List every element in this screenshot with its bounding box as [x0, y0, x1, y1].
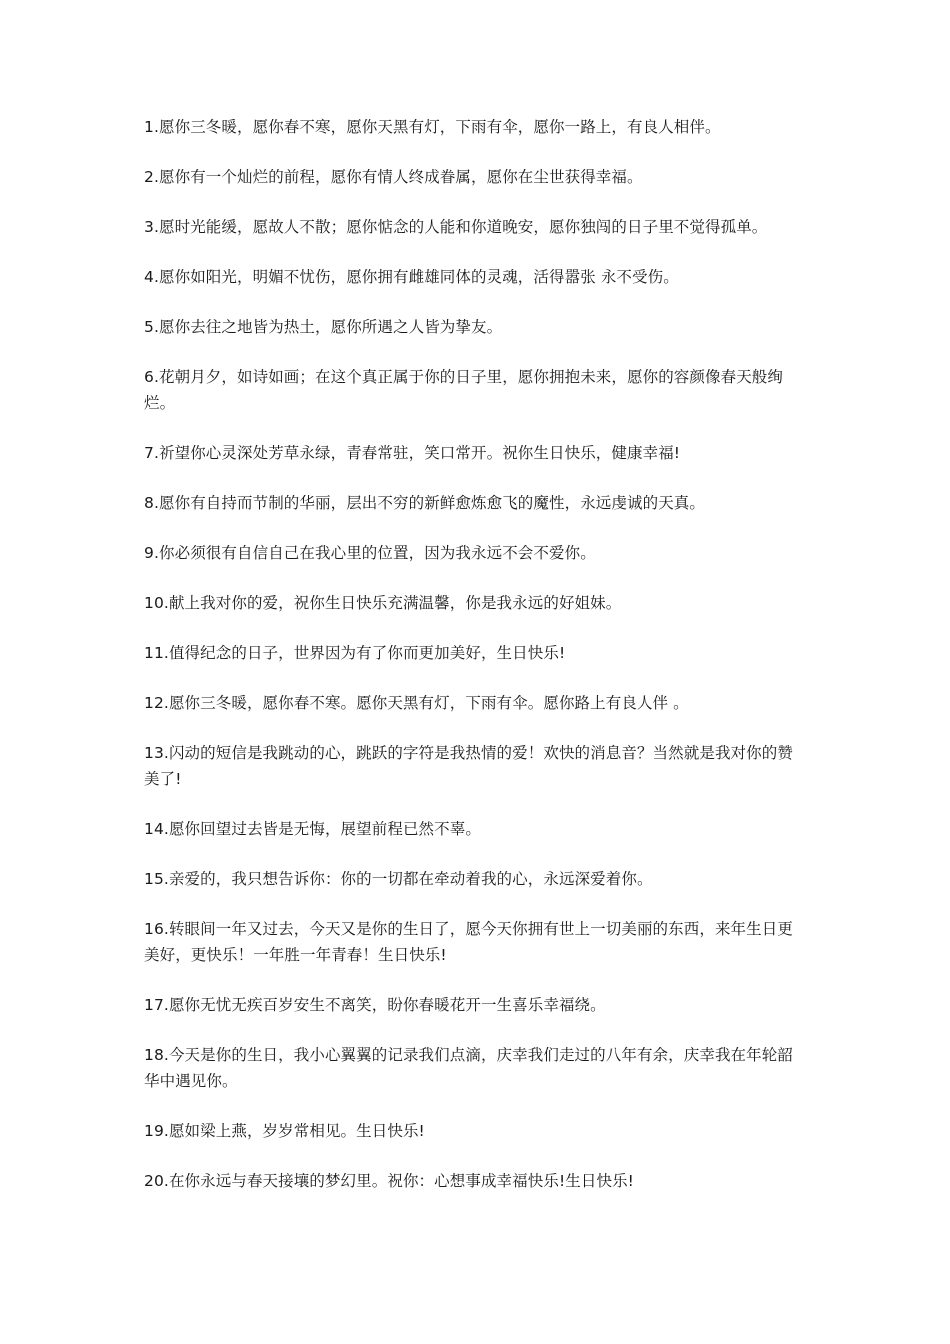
paragraph-3: 3.愿时光能缓，愿故人不散；愿你惦念的人能和你道晚安，愿你独闯的日子里不觉得孤单。 — [144, 218, 768, 236]
paragraph-5: 5.愿你去往之地皆为热土，愿你所遇之人皆为挚友。 — [144, 318, 503, 336]
paragraph-12: 12.愿你三冬暖，愿你春不寒。愿你天黑有灯，下雨有伞。愿你路上有良人伴 。 — [144, 694, 689, 712]
paragraph-10: 10.献上我对你的爱，祝你生日快乐充满温馨，你是我永远的好姐妹。 — [144, 594, 622, 612]
paragraph-15: 15.亲爱的，我只想告诉你：你的一切都在牵动着我的心，永远深爱着你。 — [144, 870, 653, 888]
paragraph-2: 2.愿你有一个灿烂的前程，愿你有情人终成眷属，愿你在尘世获得幸福。 — [144, 168, 643, 186]
paragraph-16: 16.转眼间一年又过去，今天又是你的生日了，愿今天你拥有世上一切美丽的东西，来年生日更美好，更快乐！一年胜一年青春！生日快乐! — [144, 920, 793, 964]
paragraph-17: 17.愿你无忧无疾百岁安生不离笑，盼你春暖花开一生喜乐幸福绕。 — [144, 996, 606, 1014]
paragraph-4: 4.愿你如阳光，明媚不忧伤，愿你拥有雌雄同体的灵魂，活得嚣张 永不受伤。 — [144, 268, 679, 286]
paragraph-13: 13.闪动的短信是我跳动的心，跳跃的字符是我热情的爱！欢快的消息音？当然就是我对你的赞美了! — [144, 744, 793, 788]
paragraph-8: 8.愿你有自持而节制的华丽，层出不穷的新鲜愈炼愈飞的魔性，永远虔诚的天真。 — [144, 494, 705, 512]
paragraph-11: 11.值得纪念的日子，世界因为有了你而更加美好，生日快乐! — [144, 644, 566, 662]
paragraph-1: 1.愿你三冬暖，愿你春不寒，愿你天黑有灯，下雨有伞，愿你一路上，有良人相伴。 — [144, 118, 721, 136]
paragraph-20: 20.在你永远与春天接壤的梦幻里。祝你：心想事成幸福快乐!生日快乐! — [144, 1172, 634, 1190]
paragraph-9: 9.你必须很有自信自己在我心里的位置，因为我永远不会不爱你。 — [144, 544, 596, 562]
document-body — [144, 114, 808, 1218]
paragraph-6: 6.花朝月夕，如诗如画；在这个真正属于你的日子里，愿你拥抱未来，愿你的容颜像春天般绚烂。 — [144, 368, 783, 412]
paragraph-14: 14.愿你回望过去皆是无悔，展望前程已然不辜。 — [144, 820, 481, 838]
paragraph-7: 7.祈望你心灵深处芳草永绿，青春常驻，笑口常开。祝你生日快乐，健康幸福! — [144, 444, 681, 462]
paragraph-19: 19.愿如梁上燕，岁岁常相见。生日快乐! — [144, 1122, 425, 1140]
paragraph-18: 18.今天是你的生日，我小心翼翼的记录我们点滴，庆幸我们走过的八年有余，庆幸我在年轮韶华中遇见你。 — [144, 1046, 793, 1090]
